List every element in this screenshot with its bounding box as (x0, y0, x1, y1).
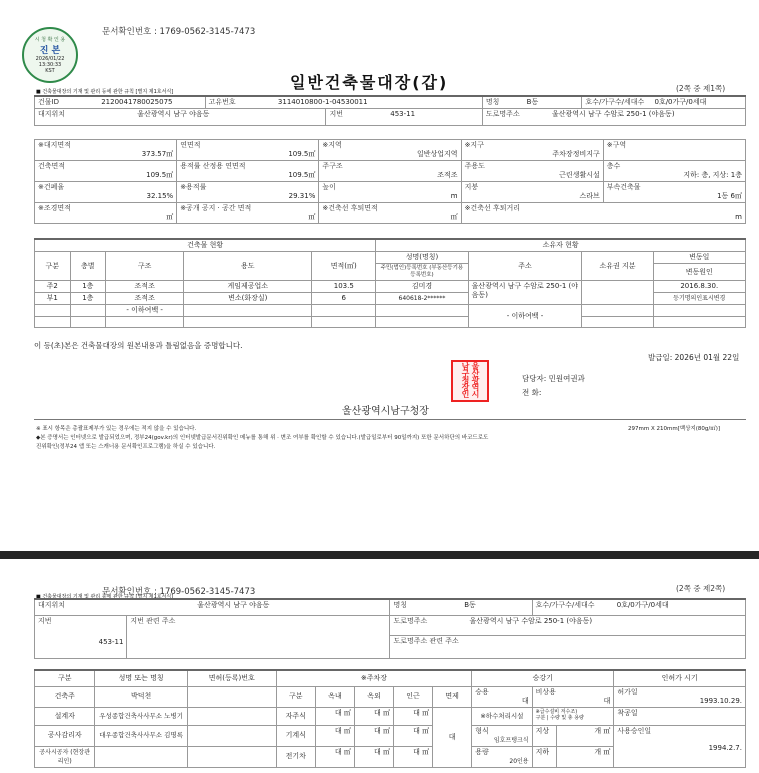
cell: 1층 (70, 293, 106, 305)
page-title: 일반건축물대장(갑) (290, 73, 449, 92)
building-name-2: B동 (464, 601, 476, 609)
owner-name: 김미경 (376, 281, 468, 293)
table-row (35, 305, 746, 317)
role-designer: 설계자 (35, 707, 95, 725)
far-floor-area: 109.5㎡ (288, 171, 316, 179)
lot-label-2: 지번 (38, 617, 52, 625)
col-division: 구분 (35, 252, 71, 281)
sewage-type: 임호프탱크식 (493, 736, 529, 744)
main-use: 근린생활시설 (559, 171, 600, 179)
tank-above-label: 지상 (532, 725, 557, 746)
road-label-2: 도로명주소 (393, 617, 428, 625)
total-floor-area-label: 연면적 (180, 141, 201, 149)
stamp-date: 2026/01/22 (35, 56, 65, 62)
far-floor-area-label: 용적률 산정용 연면적 (180, 162, 246, 170)
cell: 게임제공업소 (184, 281, 312, 293)
table-row (35, 317, 746, 328)
unique-no: 3114010800-1-04530011 (277, 98, 368, 106)
setback-distance-label: ※건축선 후퇴거리 (464, 204, 520, 212)
setback-distance: m (735, 213, 742, 221)
site-value: 울산광역시 남구 야음동 (137, 110, 210, 118)
approval-date-label: 사용승인일 (617, 726, 652, 735)
landscape-area: ㎡ (166, 213, 174, 221)
issuer: 울산광역시남구청장 (342, 406, 429, 417)
col-role: 구분 (35, 670, 95, 686)
footnote-2: ◆본 증명서는 인터넷으로 발급되었으며, 정부24(gov.kr)의 인터넷발급문서진위확인 메뉴를 통해 위 · 변조 여부를 확인할 수 있습니다.(발급일로부터 90일까지) 또한 문서하단의 바코드로도 (36, 435, 489, 441)
owner-share (582, 281, 653, 305)
coverage-ratio: 32.15% (146, 192, 174, 200)
roof: 스라브 (579, 192, 600, 200)
building-status-table (34, 238, 746, 328)
col-license: 면허(등록)번호 (187, 670, 276, 686)
change-reason: 등기명의인표시변경 (653, 293, 745, 305)
role-constructor: 공사시공자 (현장관리인) (35, 746, 95, 767)
units-label-2: 호수/가구수/세대수 (535, 601, 595, 609)
far-label: ※용적률 (180, 183, 207, 191)
sewage-type-label: 형식 (475, 726, 489, 735)
roof-label: 지붕 (464, 183, 479, 191)
col-owner-regno: 주민(법인)등록번호 (부동산등기용등록번호) (376, 264, 468, 281)
col-area: 면적(㎡) (312, 252, 376, 281)
phone: 전 화: (522, 388, 542, 397)
cell: 대 ㎡ (394, 746, 433, 767)
certify-text: 이 등(초)본은 건축물대장의 원본내용과 틀림없음을 증명합니다. (34, 341, 243, 350)
road-value-2: 울산광역시 남구 수암로 250-1 (야음동) (469, 617, 593, 625)
supervisor-license (187, 725, 276, 746)
cell: 대 ㎡ (354, 725, 393, 746)
col-person-name: 성명 또는 명칭 (95, 670, 187, 686)
cell: 조적조 (106, 293, 184, 305)
lot-value: 453-11 (390, 110, 416, 118)
tank-above-unit: 개 ㎥ (557, 725, 614, 746)
footnote-3: 진위확인(정부24 앱 또는 스캐너용 문서확인프로그램)을 하실 수 있습니다. (36, 444, 216, 450)
constructor-license (187, 746, 276, 767)
parking-col-indoor: 옥내 (315, 686, 354, 707)
building-area: 109.5㎡ (146, 171, 174, 179)
units-label: 호수/가구수/세대수 (585, 98, 645, 106)
tank-below-label: 지하 (532, 746, 557, 767)
col-owner-address: 주소 (468, 252, 582, 281)
site-area: 373.57㎡ (141, 150, 174, 158)
cell: 변소(화장실) (184, 293, 312, 305)
road-label: 도로명주소 (485, 110, 520, 118)
floors-label: 층수 (606, 162, 621, 170)
col-use: 용도 (184, 252, 312, 281)
constructor-person (95, 746, 187, 767)
col-change-date: 변동일 (653, 252, 745, 264)
main-structure: 조적조 (437, 171, 458, 179)
parking-mechanical: 기계식 (276, 725, 315, 746)
cell: 대 ㎡ (315, 725, 354, 746)
footnote-1: ※ 표시 항목은 총괄표제부가 있는 경우에는 적지 않을 수 있습니다. (36, 426, 197, 432)
permit-date: 1993.10.29. (699, 696, 742, 705)
page2-header-table (34, 598, 746, 659)
annex-label: 부속건축물 (606, 183, 641, 191)
site-value-2: 울산광역시 남구 야음동 (197, 601, 270, 609)
approval-date: 1994.2.7. (708, 743, 742, 752)
units-value: 0호/0가구/0세대 (654, 98, 707, 106)
blank-marker: - 이하여백 - (106, 305, 184, 317)
unique-no-label: 고유번호 (208, 98, 236, 106)
cell: 대 ㎡ (315, 746, 354, 767)
page-separator (0, 551, 759, 559)
staff: 담당자: 민원여권과 (522, 374, 585, 383)
col-change-reason: 변동원인 (653, 264, 745, 281)
page-indicator: (2쪽 중 제1쪽) (676, 84, 726, 93)
cell: 대 ㎡ (354, 746, 393, 767)
parking-col-outdoor: 옥외 (354, 686, 393, 707)
change-date: 2016.8.30. (653, 281, 745, 293)
elevator-passenger-label: 승용 (475, 687, 489, 696)
parking-col-nearby: 인근 (394, 686, 433, 707)
floor-area-ratio: 29.31% (288, 192, 316, 200)
col-owner-name: 성명(명칭) (376, 252, 468, 264)
stamp-main-text: 진 본 (39, 46, 61, 56)
table-row (35, 281, 746, 293)
open-space-area: ㎡ (308, 213, 316, 221)
lot-value-2: 453-11 (98, 638, 124, 646)
cell: 대 ㎡ (315, 707, 354, 725)
elevator-passenger-unit: 대 (521, 696, 529, 705)
water-tank-label: ※급수설비 저수조) (535, 708, 578, 715)
elevator-title: 승강기 (472, 670, 614, 686)
paper-spec: 297mm X 210mm[백상지(80g/㎡)] (628, 426, 721, 432)
start-date-label: 착공일 (614, 707, 746, 725)
zone: 일반상업지역 (416, 150, 458, 158)
cell: 조적조 (106, 281, 184, 293)
col-structure: 구조 (106, 252, 184, 281)
col-owner-share: 소유권 지분 (582, 252, 653, 281)
doc-confirm-number-2: 문서확인번호 : 1769-0562-3145-7473 (102, 587, 256, 597)
building-id-label: 건물ID (38, 98, 59, 106)
tank-below-unit: 개 ㎥ (557, 746, 614, 767)
building-id: 2120041780025075 (101, 98, 173, 106)
seal-text: 울산광역시남구청장인 (451, 360, 489, 402)
site-label: 대지위치 (38, 110, 66, 118)
annex: 1동 6㎡ (717, 192, 742, 200)
parking-self: 자주식 (276, 707, 315, 725)
building-status-title: 건축물 현황 (35, 239, 376, 252)
sewage-label: ※하수처리시설 (472, 707, 532, 725)
sewage-capacity-label: 용량 (475, 747, 489, 756)
cell: 대 ㎡ (394, 725, 433, 746)
sewage-capacity: 20인용 (509, 757, 529, 765)
lot-addr-label: 지번 관련 주소 (130, 617, 176, 625)
setback-area-label: ※건축선 후퇴면적 (322, 204, 378, 212)
cell: 1층 (70, 281, 106, 293)
designer-person: 우성종합건축사사무소 노병기 (95, 707, 187, 725)
divider (34, 419, 746, 420)
water-tank-sub: 구분 | 수량 및 총 용량 (535, 714, 584, 721)
role-supervisor: 공사감리자 (35, 725, 95, 746)
owner-person: 박덕천 (95, 686, 187, 707)
owner-blank-marker: - 이하여백 - (468, 305, 582, 328)
height-label: 높이 (322, 183, 336, 191)
site-area-label: ※대지면적 (38, 141, 71, 149)
cell: 6 (312, 293, 376, 305)
page-indicator-2: (2쪽 중 제2쪽) (676, 584, 726, 593)
building-name: B동 (526, 98, 539, 106)
parking-title: ※주차장 (276, 670, 471, 686)
cell: 부1 (35, 293, 71, 305)
parking-col-type: 구분 (276, 686, 315, 707)
form-note-2: ■ 건축물대장의 기재 및 관리 등에 관한 규칙 [별지 제1호서식] (36, 594, 174, 600)
issue-date: 발급일: 2026년 01월 22일 (648, 353, 740, 362)
name-label: 명칭 (485, 98, 500, 106)
total-floor-area: 109.5㎡ (288, 150, 316, 158)
parking-ev: 전기차 (276, 746, 315, 767)
stamp-top-text: 시 청 확 인 용 (34, 37, 66, 43)
role-owner: 건축주 (35, 686, 95, 707)
district: 주차장정비지구 (552, 150, 600, 158)
building-area-label: 건축면적 (38, 162, 66, 170)
units-value-2: 0호/0가구/0세대 (616, 601, 669, 609)
landscape-label: ※조경면적 (38, 204, 71, 212)
area-table (34, 139, 746, 224)
cell: 주2 (35, 281, 71, 293)
supervisor-person: 대우종합건축사사무소 김명록 (95, 725, 187, 746)
stamp-tz: KST (45, 68, 55, 74)
owner-address: 울산광역시 남구 수암로 250-1 (야음동) (468, 281, 582, 305)
doc-confirm-number: 문서확인번호 : 1769-0562-3145-7473 (102, 27, 256, 37)
area-label: ※구역 (606, 141, 627, 149)
page2-people-table (34, 669, 746, 768)
owner-regno: 640618-2****** (376, 293, 468, 305)
elevator-emergency-label: 비상용 (535, 687, 556, 696)
zone-label: ※지역 (322, 141, 342, 149)
road-value: 울산광역시 남구 수암로 250-1 (야음동) (551, 110, 675, 118)
open-space-label: ※공개 공지 · 공간 면적 (180, 204, 252, 212)
main-use-label: 주용도 (464, 162, 485, 170)
elevator-emergency-unit: 대 (603, 696, 611, 705)
col-floor: 층별 (70, 252, 106, 281)
register-header-table (34, 95, 746, 126)
parking-col-exempt: 면제 (433, 686, 472, 707)
floors: 지하: 층, 지상: 1층 (683, 171, 742, 179)
permit-title: 인허가 시기 (614, 670, 746, 686)
owner-license (187, 686, 276, 707)
stamp-time: 13:30:33 (38, 62, 62, 68)
cell: 103.5 (312, 281, 376, 293)
site-label-2: 대지위치 (38, 601, 66, 609)
setback-area: ㎡ (450, 213, 458, 221)
verify-stamp (22, 27, 78, 83)
official-seal (451, 360, 489, 402)
road-addr-label: 도로명주소 관련 주소 (393, 637, 459, 646)
district-label: ※지구 (464, 141, 484, 149)
form-note: ■ 건축물대장의 기재 및 관리 등에 관한 규칙 [별지 제1호서식] (36, 89, 174, 95)
lot-label: 지번 (329, 110, 344, 118)
cell: 대 ㎡ (354, 707, 393, 725)
main-structure-label: 주구조 (322, 162, 343, 170)
owner-status-title: 소유자 현황 (376, 239, 746, 252)
height: m (450, 192, 458, 200)
permit-date-label: 허가일 (617, 687, 638, 696)
parking-exempt: 대 (433, 707, 472, 767)
name-label-2: 명칭 (393, 601, 408, 609)
coverage-label: ※건폐율 (38, 183, 65, 191)
cell: 대 ㎡ (394, 707, 433, 725)
designer-license (187, 707, 276, 725)
